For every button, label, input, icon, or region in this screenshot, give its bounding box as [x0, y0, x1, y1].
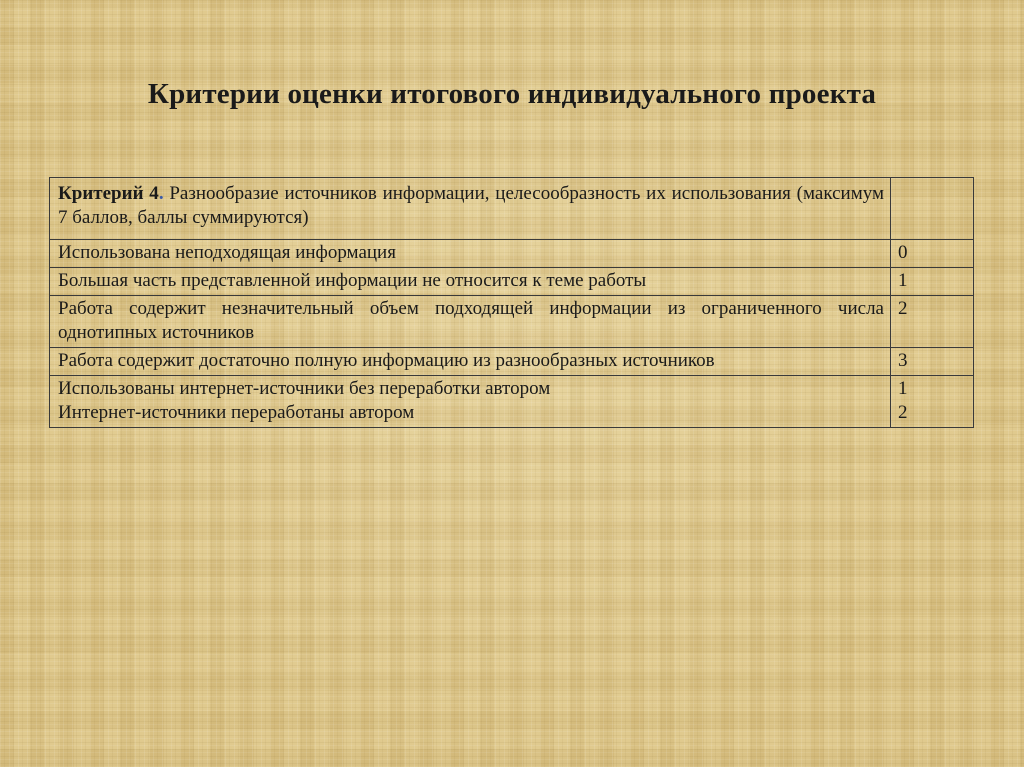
- table-row: [50, 296, 974, 348]
- table-row: [50, 376, 974, 428]
- criterion-description: [50, 178, 891, 240]
- table-header-row: [50, 178, 974, 240]
- row-score: 1: [891, 268, 974, 296]
- row-description-line: Интернет-источники переработаны автором: [58, 402, 415, 423]
- slide-title: Критерии оценки итогового индивидуального проекта: [147, 78, 877, 110]
- row-score: [891, 376, 974, 428]
- row-description-line: Использованы интернет-источники без переработки автором: [58, 378, 551, 399]
- table-row: [50, 240, 974, 268]
- row-score: 2: [891, 296, 974, 348]
- row-score: 3: [891, 348, 974, 376]
- row-score-line: 1: [898, 378, 908, 399]
- row-description: Большая часть представленной информации не относится к теме работы: [50, 268, 891, 296]
- row-score: 0: [891, 240, 974, 268]
- criteria-table: [49, 177, 974, 428]
- criterion-label: Критерий 4: [58, 183, 159, 204]
- row-description: Использована неподходящая информация: [50, 240, 891, 268]
- row-score-line: 2: [898, 402, 908, 423]
- row-description: Работа содержит незначительный объем подходящей информации из ограниченного числа однотипных источников: [50, 296, 891, 348]
- table-row: [50, 348, 974, 376]
- criterion-score-cell: [891, 178, 974, 240]
- table-row: [50, 268, 974, 296]
- criterion-text: Разнообразие источников информации, целесообразность их использования (максимум 7 баллов, баллы суммируются): [58, 183, 884, 228]
- row-description: [50, 376, 891, 428]
- row-description: Работа содержит достаточно полную информацию из разнообразных источников: [50, 348, 891, 376]
- criterion-dot: .: [158, 183, 164, 204]
